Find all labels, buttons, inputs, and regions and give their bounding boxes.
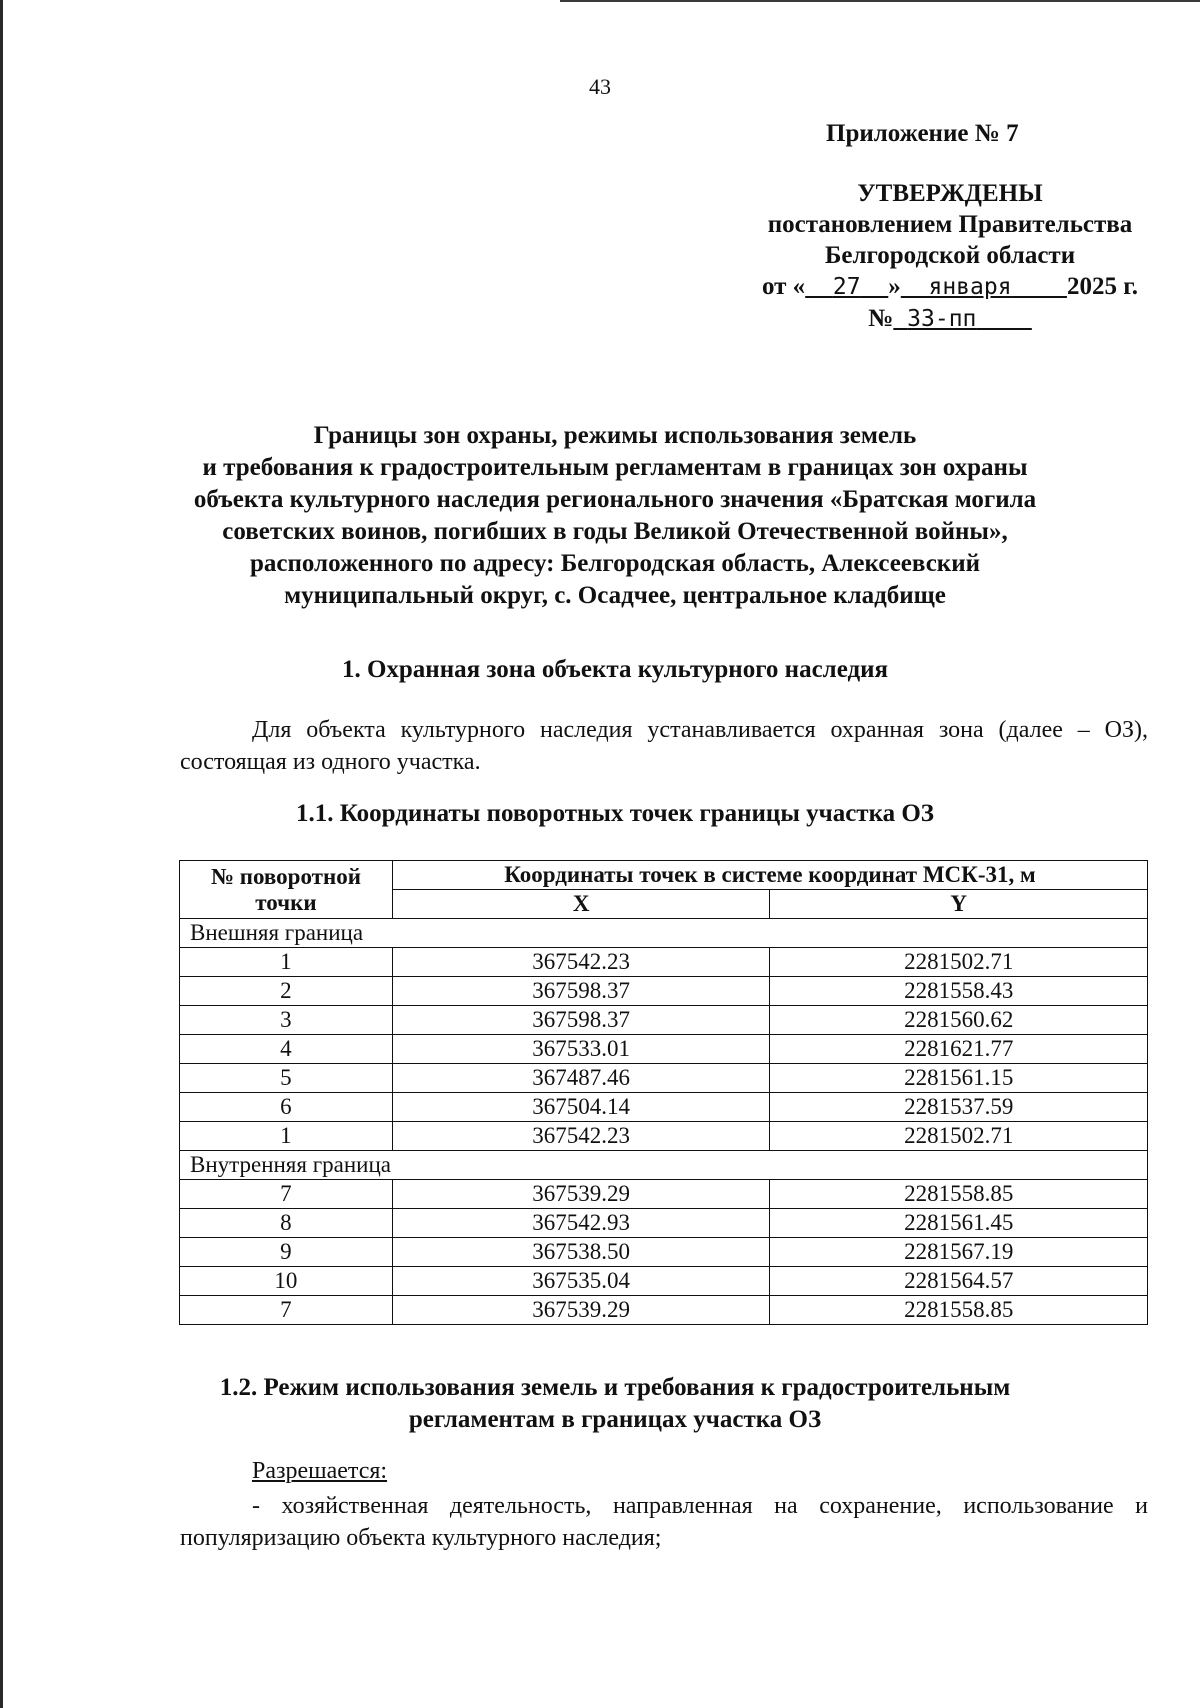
approval-date — [700, 271, 1200, 303]
approval-heading: УТВЕРЖДЕНЫ — [857, 180, 1043, 207]
allowed-item: - хозяйственная деятельность, направленная на сохранение, использование и популяризацию объекта культурного наследия; — [180, 1493, 1148, 1551]
scan-edge — [0, 0, 3, 1708]
table-row: 7 367539.29 2281558.85 — [180, 1180, 1148, 1209]
title-line: объекта культурного наследия регионального значения «Братская могила — [193, 486, 1037, 513]
approval-line-3: Белгородской области — [824, 242, 1076, 269]
coordinates-table — [179, 860, 1148, 1325]
subsection-1-2-title — [150, 1372, 1080, 1436]
date-day: 27 — [832, 274, 861, 300]
table-row: 8 367542.93 2281561.45 — [180, 1209, 1148, 1238]
header-y: Y — [770, 890, 1148, 919]
section-1-title: 1. Охранная зона объекта культурного наследия — [341, 656, 889, 683]
page-number: 43 — [589, 74, 611, 99]
table-row: 1 367542.23 2281502.71 — [180, 948, 1148, 977]
title-line: регламентам в границах участка ОЗ — [408, 1406, 822, 1433]
table-row: 4 367533.01 2281621.77 — [180, 1035, 1148, 1064]
approval-line-2: постановлением Правительства — [767, 211, 1133, 238]
scan-top-edge — [560, 0, 1200, 2]
title-line: и требования к градостроительным регламентам в границах зон охраны — [202, 454, 1028, 481]
group-label-outer: Внешняя граница — [180, 919, 1148, 948]
appendix-label: Приложение № 7 — [826, 120, 1019, 147]
header-x: X — [392, 890, 770, 919]
group-label-inner: Внутренняя граница — [180, 1151, 1148, 1180]
table-row: 3 367598.37 2281560.62 — [180, 1006, 1148, 1035]
subsection-1-1-title: 1.1. Координаты поворотных точек границы участка ОЗ — [296, 800, 934, 827]
table-row: 10 367535.04 2281564.57 — [180, 1267, 1148, 1296]
table-row: 6 367504.14 2281537.59 — [180, 1093, 1148, 1122]
allowed-label: Разрешается: — [252, 1458, 388, 1484]
header-point-number: № поворотной точки — [180, 861, 393, 919]
document-title — [150, 420, 1080, 612]
table-row: 7 367539.29 2281558.85 — [180, 1296, 1148, 1325]
section-1-paragraph: Для объекта культурного наследия устанавливается охранная зона (далее – ОЗ), состоящая из одного участка. — [180, 717, 1148, 775]
date-year: 2025 г. — [1066, 273, 1139, 300]
approval-block — [700, 178, 1200, 335]
header-coordinates: Координаты точек в системе координат МСК-31, м — [392, 861, 1147, 890]
date-mid: » — [888, 273, 901, 300]
table-row: 9 367538.50 2281567.19 — [180, 1238, 1148, 1267]
title-line: 1.2. Режим использования земель и требования к градостроительным — [219, 1374, 1011, 1401]
number-value: 33-пп — [907, 306, 977, 332]
title-line: расположенного по адресу: Белгородская область, Алексеевский — [249, 550, 981, 577]
table-row: 1 367542.23 2281502.71 — [180, 1122, 1148, 1151]
table-row: 2 367598.37 2281558.43 — [180, 977, 1148, 1006]
date-prefix: от « — [761, 273, 806, 300]
title-line: Границы зон охраны, режимы использования земель — [313, 422, 917, 449]
title-line: муниципальный округ, с. Осадчее, центральное кладбище — [284, 582, 946, 609]
approval-number — [700, 303, 1200, 335]
number-prefix: № — [868, 305, 894, 332]
table-row: 5 367487.46 2281561.15 — [180, 1064, 1148, 1093]
date-month: января — [928, 274, 1012, 300]
title-line: советских воинов, погибших в годы Великой Отечественной войны», — [222, 518, 1008, 545]
